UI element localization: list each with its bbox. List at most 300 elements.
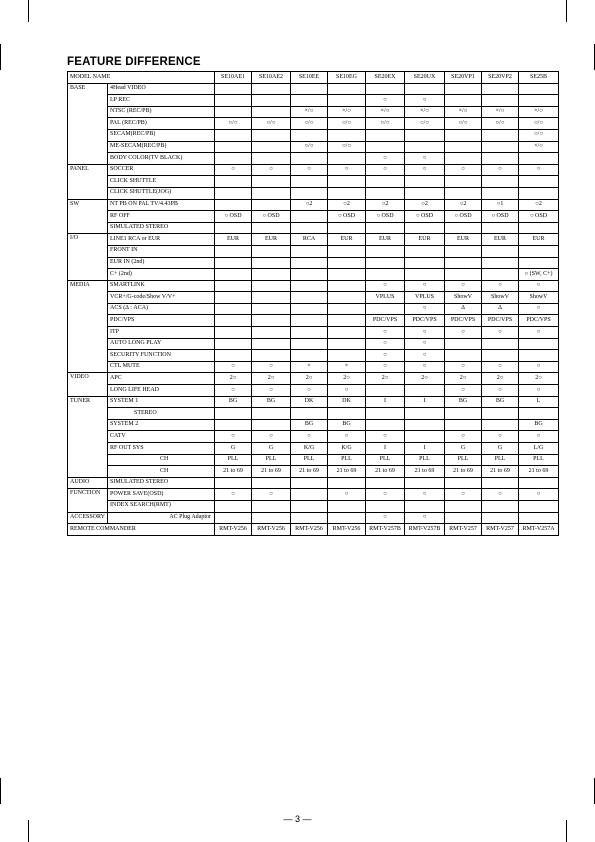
value-cell: ○ (445, 431, 482, 443)
value-cell: ○/○ (252, 118, 291, 130)
value-cell: ○ (405, 327, 445, 339)
table-row (68, 269, 559, 281)
value-cell (445, 269, 482, 281)
value-cell: EUR (405, 234, 445, 246)
value-cell (445, 83, 482, 95)
group-label (68, 118, 108, 130)
table-row (68, 315, 559, 327)
table-row (68, 129, 559, 141)
value-cell (405, 500, 445, 512)
value-cell: ○ (445, 361, 482, 373)
value-cell: ×/○ (519, 106, 559, 118)
value-cell (328, 292, 366, 304)
feature-label: CLICK SHUTTLE (108, 176, 215, 188)
table-row (68, 524, 559, 536)
value-cell: ○1 (482, 199, 519, 211)
feature-label: SECURITY FUNCTION (108, 350, 215, 362)
value-cell: G (215, 443, 252, 455)
value-cell: EUR (328, 234, 366, 246)
value-cell (519, 176, 559, 188)
value-cell: ○ (252, 385, 291, 397)
value-cell: ○/○ (519, 129, 559, 141)
value-cell (366, 500, 405, 512)
feature-label: PAL (REC/PB) (108, 118, 215, 130)
crop-mark (28, 0, 29, 22)
value-cell: ○ (366, 361, 405, 373)
feature-label: ME-SECAM(REC/PB) (108, 141, 215, 153)
value-cell (215, 303, 252, 315)
value-cell (215, 106, 252, 118)
value-cell (215, 141, 252, 153)
value-cell: ○2 (519, 199, 559, 211)
value-cell: ○ (291, 164, 328, 176)
value-cell: PLL (291, 454, 328, 466)
value-cell: ○ (291, 431, 328, 443)
value-cell (215, 187, 252, 199)
feature-label: ITP (108, 327, 215, 339)
value-cell (482, 419, 519, 431)
value-cell (405, 408, 445, 420)
table-row (68, 454, 559, 466)
feature-table (67, 71, 559, 536)
value-cell: ○ (366, 327, 405, 339)
value-cell: EUR (215, 234, 252, 246)
value-cell (252, 419, 291, 431)
value-cell (252, 245, 291, 257)
value-cell: ○ (252, 361, 291, 373)
value-cell (366, 408, 405, 420)
feature-label: LINE1 RCA or EUR (108, 234, 215, 246)
value-cell: ShowV (482, 292, 519, 304)
group-label (68, 350, 108, 362)
value-cell: DK (291, 396, 328, 408)
group-label: FUNCTION (68, 489, 108, 501)
value-cell (215, 176, 252, 188)
feature-label: NT PB ON PAL TV/4.43PB (108, 199, 215, 211)
feature-label: PDC/VPS (108, 315, 215, 327)
value-cell (291, 303, 328, 315)
value-cell (366, 83, 405, 95)
model-header: SE20EX (366, 72, 405, 84)
value-cell: ○ OSD (215, 211, 252, 223)
value-cell: ○ (445, 327, 482, 339)
group-label: AUDIO (68, 477, 108, 489)
value-cell (366, 222, 405, 234)
value-cell: EUR (366, 234, 405, 246)
value-cell (482, 257, 519, 269)
group-label (68, 338, 108, 350)
value-cell: I (366, 396, 405, 408)
value-cell: 2○ (291, 373, 328, 385)
model-header: SE10AE1 (215, 72, 252, 84)
feature-label: SYSTEM 1 (108, 396, 215, 408)
value-cell (328, 187, 366, 199)
table-row (68, 187, 559, 199)
value-cell: ○ (366, 338, 405, 350)
group-label (68, 106, 108, 118)
value-cell: ○ (482, 280, 519, 292)
feature-label: CH (108, 454, 215, 466)
group-label: REMOTE COMMANDER (68, 524, 215, 536)
value-cell: I (405, 396, 445, 408)
value-cell (215, 83, 252, 95)
page-number: — 3 — (283, 814, 312, 824)
value-cell: RMT-V256 (291, 524, 328, 536)
feature-label: NTSC (REC/PB) (108, 106, 215, 118)
value-cell: K/G (328, 443, 366, 455)
value-cell (519, 408, 559, 420)
feature-label: SMARTLINK (108, 280, 215, 292)
feature-label: STEREO (108, 408, 215, 420)
table-row (68, 176, 559, 188)
feature-label: LONG LIFE HEAD (108, 385, 215, 397)
value-cell (252, 153, 291, 165)
group-label (68, 327, 108, 339)
value-cell: ×/○ (445, 106, 482, 118)
value-cell: ○ OSD (366, 211, 405, 223)
table-row (68, 199, 559, 211)
value-cell (291, 222, 328, 234)
value-cell (252, 408, 291, 420)
value-cell: ○ (445, 489, 482, 501)
value-cell: ○ (405, 95, 445, 107)
value-cell (405, 222, 445, 234)
value-cell: 21 to 69 (405, 466, 445, 478)
group-label (68, 419, 108, 431)
value-cell: ○ (405, 303, 445, 315)
value-cell: BG (519, 419, 559, 431)
value-cell (252, 222, 291, 234)
table-row (68, 477, 559, 489)
model-header: SE10EG (328, 72, 366, 84)
table-row (68, 303, 559, 315)
value-cell (215, 280, 252, 292)
value-cell: G (445, 443, 482, 455)
value-cell (405, 419, 445, 431)
value-cell (366, 176, 405, 188)
table-row (68, 408, 559, 420)
value-cell: PLL (328, 454, 366, 466)
value-cell: ○ (519, 327, 559, 339)
value-cell (252, 199, 291, 211)
value-cell: ○ OSD (519, 211, 559, 223)
value-cell (405, 385, 445, 397)
value-cell: ○ (405, 338, 445, 350)
value-cell: ○ (405, 153, 445, 165)
feature-table-body (68, 83, 559, 535)
value-cell (405, 129, 445, 141)
feature-label: CH (108, 466, 215, 478)
value-cell (445, 153, 482, 165)
value-cell (328, 280, 366, 292)
value-cell (252, 129, 291, 141)
value-cell: ○ (215, 385, 252, 397)
model-header: SE25B (519, 72, 559, 84)
value-cell: ×/○ (366, 106, 405, 118)
group-label (68, 408, 108, 420)
table-row (68, 95, 559, 107)
group-label: TUNER (68, 396, 108, 408)
value-cell: PLL (445, 454, 482, 466)
value-cell (328, 477, 366, 489)
value-cell (252, 83, 291, 95)
value-cell (482, 338, 519, 350)
value-cell (482, 245, 519, 257)
table-row (68, 338, 559, 350)
table-row (68, 141, 559, 153)
table-row (68, 153, 559, 165)
value-cell (328, 512, 366, 524)
value-cell: ○ (445, 164, 482, 176)
table-row (68, 431, 559, 443)
value-cell: ○2 (366, 199, 405, 211)
feature-label: AC Plug Adaptor (108, 512, 215, 524)
value-cell: ○ (405, 164, 445, 176)
value-cell: PDC/VPS (445, 315, 482, 327)
value-cell: ○ (366, 489, 405, 501)
value-cell: I (366, 443, 405, 455)
feature-label: RF OFF (108, 211, 215, 223)
value-cell (519, 500, 559, 512)
value-cell: EUR (482, 234, 519, 246)
value-cell (328, 500, 366, 512)
value-cell: BG (482, 396, 519, 408)
value-cell (328, 95, 366, 107)
group-label (68, 292, 108, 304)
table-row (68, 385, 559, 397)
value-cell: ○ (328, 489, 366, 501)
value-cell (366, 141, 405, 153)
value-cell: ○ (405, 512, 445, 524)
feature-label: SIMULATED STEREO (108, 222, 215, 234)
value-cell (366, 245, 405, 257)
value-cell: Δ (445, 303, 482, 315)
value-cell (291, 153, 328, 165)
value-cell (445, 222, 482, 234)
feature-label: BODY COLOR(TV BLACK) (108, 153, 215, 165)
table-row (68, 396, 559, 408)
value-cell: 2○ (215, 373, 252, 385)
value-cell (405, 257, 445, 269)
value-cell: × (328, 361, 366, 373)
value-cell: ○ (482, 431, 519, 443)
value-cell (252, 141, 291, 153)
value-cell (252, 95, 291, 107)
value-cell (366, 419, 405, 431)
value-cell: ○ (482, 385, 519, 397)
value-cell: 2○ (366, 373, 405, 385)
value-cell (291, 257, 328, 269)
value-cell (291, 95, 328, 107)
table-row (68, 350, 559, 362)
value-cell: PDC/VPS (519, 315, 559, 327)
group-label (68, 153, 108, 165)
value-cell (519, 187, 559, 199)
value-cell (291, 83, 328, 95)
model-name-header: MODEL NAME (68, 72, 215, 84)
table-row (68, 327, 559, 339)
value-cell (291, 292, 328, 304)
value-cell: ○ (252, 431, 291, 443)
feature-label: 4Head VIDEO (108, 83, 215, 95)
value-cell (291, 269, 328, 281)
group-label: PANEL (68, 164, 108, 176)
value-cell: ○ (215, 489, 252, 501)
group-label (68, 443, 108, 455)
value-cell (366, 187, 405, 199)
value-cell: ○ (328, 385, 366, 397)
value-cell (291, 187, 328, 199)
feature-label: SOCCER (108, 164, 215, 176)
value-cell: 2○ (445, 373, 482, 385)
value-cell: ○ (SW, C+) (519, 269, 559, 281)
value-cell (215, 292, 252, 304)
value-cell: RMT-V256 (328, 524, 366, 536)
group-label (68, 211, 108, 223)
value-cell: EUR (519, 234, 559, 246)
value-cell: ○/○ (405, 118, 445, 130)
value-cell: PDC/VPS (366, 315, 405, 327)
feature-label: INDEX SEARCH(RMT) (108, 500, 215, 512)
value-cell (445, 419, 482, 431)
table-row (68, 489, 559, 501)
table-row (68, 373, 559, 385)
feature-label: VCR+/G-code/Show V/V+ (108, 292, 215, 304)
value-cell (482, 477, 519, 489)
group-label (68, 431, 108, 443)
group-label: SW (68, 199, 108, 211)
value-cell (291, 350, 328, 362)
value-cell (328, 315, 366, 327)
value-cell: ×/○ (519, 141, 559, 153)
value-cell: ○/○ (366, 118, 405, 130)
value-cell: ○ (519, 303, 559, 315)
value-cell: RMT-V256 (252, 524, 291, 536)
value-cell: ○ (482, 327, 519, 339)
value-cell (519, 477, 559, 489)
table-row (68, 245, 559, 257)
crop-mark (0, 778, 1, 804)
value-cell: ○ (291, 385, 328, 397)
value-cell: ○ (445, 385, 482, 397)
value-cell (328, 338, 366, 350)
value-cell (482, 187, 519, 199)
value-cell (405, 477, 445, 489)
value-cell (366, 303, 405, 315)
value-cell (366, 385, 405, 397)
group-label: I/O (68, 234, 108, 246)
value-cell: 2○ (252, 373, 291, 385)
value-cell (215, 477, 252, 489)
value-cell: G (252, 443, 291, 455)
feature-label: FRONT IN (108, 245, 215, 257)
value-cell: K/G (291, 443, 328, 455)
group-label: ACCESSORY (68, 512, 108, 524)
value-cell (215, 327, 252, 339)
group-label (68, 222, 108, 234)
value-cell (445, 95, 482, 107)
value-cell: PLL (519, 454, 559, 466)
value-cell: EUR (252, 234, 291, 246)
value-cell (215, 500, 252, 512)
table-row (68, 292, 559, 304)
value-cell: PDC/VPS (405, 315, 445, 327)
value-cell (482, 141, 519, 153)
value-cell: ×/○ (482, 106, 519, 118)
table-row (68, 361, 559, 373)
value-cell (328, 350, 366, 362)
group-label (68, 95, 108, 107)
value-cell: RMT-V257B (405, 524, 445, 536)
feature-label: CLICK SHUTTLE(JOG) (108, 187, 215, 199)
value-cell: BG (291, 419, 328, 431)
feature-label: SECAM(REC/PB) (108, 129, 215, 141)
value-cell (215, 408, 252, 420)
value-cell (482, 350, 519, 362)
value-cell (482, 269, 519, 281)
value-cell: 21 to 69 (215, 466, 252, 478)
value-cell (445, 245, 482, 257)
group-label (68, 176, 108, 188)
model-header: SE10EE (291, 72, 328, 84)
value-cell (291, 245, 328, 257)
model-header: SE20VP1 (445, 72, 482, 84)
value-cell: ×/○ (328, 106, 366, 118)
value-cell (482, 408, 519, 420)
feature-label: LP REC (108, 95, 215, 107)
value-cell: ○2 (405, 199, 445, 211)
value-cell (519, 350, 559, 362)
value-cell (291, 512, 328, 524)
value-cell (252, 176, 291, 188)
group-label (68, 187, 108, 199)
value-cell: BG (215, 396, 252, 408)
value-cell (328, 83, 366, 95)
value-cell (519, 512, 559, 524)
value-cell (215, 222, 252, 234)
value-cell (445, 129, 482, 141)
value-cell (482, 512, 519, 524)
feature-label: RF OUT SYS (108, 443, 215, 455)
crop-mark (0, 44, 1, 70)
value-cell (291, 477, 328, 489)
value-cell (445, 187, 482, 199)
value-cell: L/G (519, 443, 559, 455)
group-label (68, 385, 108, 397)
value-cell: ○ OSD (445, 211, 482, 223)
value-cell (252, 187, 291, 199)
value-cell (252, 327, 291, 339)
value-cell (291, 500, 328, 512)
value-cell (445, 350, 482, 362)
value-cell: ○ OSD (252, 211, 291, 223)
value-cell (328, 222, 366, 234)
value-cell: ○/○ (328, 118, 366, 130)
value-cell: ○ (405, 350, 445, 362)
crop-mark (566, 0, 567, 22)
value-cell: RMT-V257A (519, 524, 559, 536)
value-cell: ○ (405, 361, 445, 373)
value-cell (519, 95, 559, 107)
value-cell (405, 176, 445, 188)
value-cell: RMT-V257 (482, 524, 519, 536)
value-cell (405, 83, 445, 95)
value-cell (445, 500, 482, 512)
value-cell (252, 500, 291, 512)
value-cell (445, 512, 482, 524)
value-cell (252, 106, 291, 118)
value-cell (519, 338, 559, 350)
